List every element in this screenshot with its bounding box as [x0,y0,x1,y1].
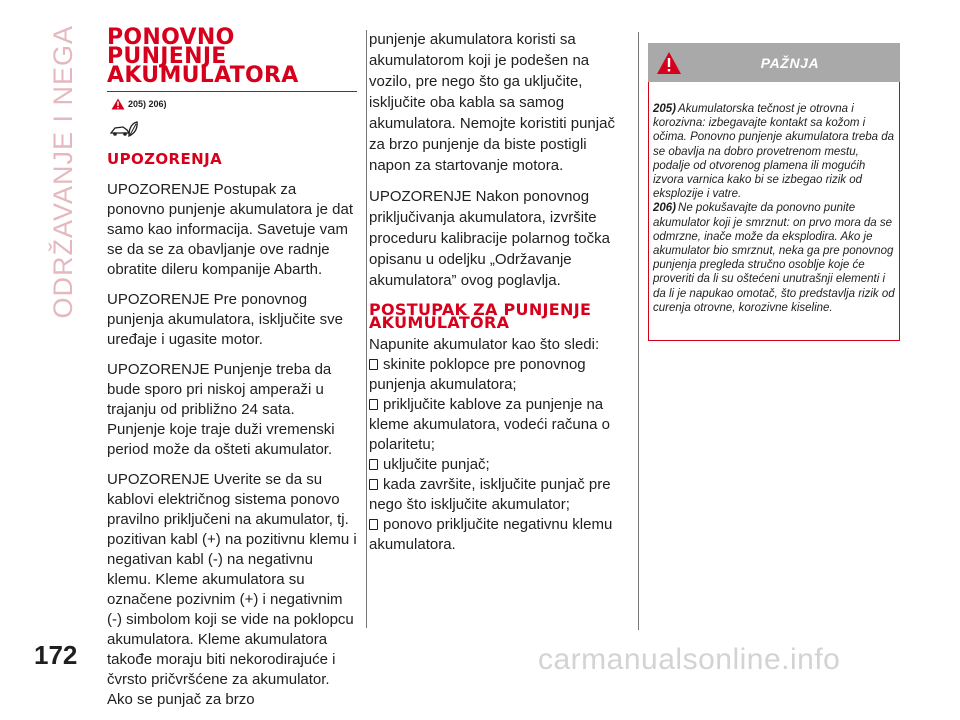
warning-heading: PAŽNJA [760,55,820,71]
bullet-box-icon [369,459,378,470]
paragraph: punjenje akumulatora koristi sa akumulatorom koji je podešen na vozilo, pre nego što ga uključite, isključite oba kabla sa samog akumulatora. Nemojte koristiti punjač za brzo punjenje da biste postigli napon za startovanje motora. [369,31,615,174]
warning-box [648,43,900,341]
list-item [369,455,631,475]
paragraph: UPOZORENJE Nakon ponovnog priključivanja akumulatora, izvršite proceduru kalibracije polarnog točka opisanu u odeljku „Održavanje akumulatora” ovog poglavlja. [369,188,610,289]
bullet-box-icon [369,399,378,410]
warning-refs-text: 205) 206) [128,99,167,109]
list-item [369,475,631,515]
step-text: ponovo priključite negativnu klemu akumulatora. [369,516,613,553]
list-item [369,355,631,395]
warning-header [648,43,900,82]
page-number: 172 [34,640,78,670]
list-item [369,395,631,455]
warning-number: 205) [653,103,677,115]
side-chapter-label: ODRŽAVANJE I NEGA [47,25,78,319]
paragraph: UPOZORENJE Uverite se da su kablovi električnog sistema ponovo pravilno priključeni na akumulator, tj. pozitivan kabl (+) na pozitivnu klemu i negativan kabl (-) na negativnu klemu. Kleme akumulatora su označene pozivnim (+) i negativnim (-) simbolom koji se vide na poklopcu akumulatora. Kleme akumulatora takođe moraju biti nekorodirajuće i čvrsto pričvršćene za akumulator. Ako se punjač za brzo [107,471,357,708]
bullet-box-icon [369,479,378,490]
warning-refs [111,98,357,110]
section-title: PONOVNO PUNJENJE AKUMULATORA [107,28,357,92]
subheading-warnings: UPOZORENJA [107,150,223,168]
procedure-steps [369,355,631,555]
procedure-title: POSTUPAK ZA PUNJENJE AKUMULATORA [369,300,592,332]
paragraph: UPOZORENJE Postupak za ponovno punjenje akumulatora je dat samo kao informacija. Savetuje vam se da se za obavljanje ove radnje obratite dileru kompanije Abarth. [107,181,354,278]
step-text: skinite poklopce pre ponovnog punjenja akumulatora; [369,356,586,393]
warning-item [653,201,897,315]
side-chapter-tab [46,25,80,615]
warning-item [653,102,897,201]
warning-body [653,102,897,315]
step-text: priključite kablove za punjenje na kleme akumulatora, vodeći računa o polaritetu; [369,396,610,453]
paragraph: UPOZORENJE Pre ponovnog punjenja akumulatora, isključite sve uređaje i ugasite motor. [107,291,343,348]
bullet-box-icon [369,359,378,370]
leaf-car-eco-icon [109,120,139,140]
watermark: carmanualsonline.info [538,643,841,676]
warning-number: 206) [653,202,677,215]
left-column [107,25,357,720]
column-divider-right [638,32,639,630]
warning-text: Ne pokušavajte da ponovno punite akumulator koji je smrznut: on prvo mora da se odmrzne, inače može da eksplodira. Ako je akumulator bio smrznut, neka ga pre ponovnog punjenja pregleda stručno osoblje koje će proveriti da li su oštećeni unutrašnji elementi i da li je napukao omotač, što predstavlja rizik od curenja otrovne, korozivne kiseline. [653,202,895,314]
bullet-box-icon [369,519,378,530]
warning-triangle-icon [111,98,125,110]
procedure-intro: Napunite akumulator kao što sledi: [369,336,600,353]
paragraph: UPOZORENJE Punjenje treba da bude sporo pri niskoj amperaži u trajanju od približno 24 sata. Punjenje koje traje duži vremenski period može da ošteti akumulator. [107,361,335,458]
list-item [369,515,631,555]
middle-column [369,29,631,555]
step-text: uključite punjač; [383,456,490,473]
step-text: kada završite, isključite punjač pre nego što isključite akumulator; [369,476,611,513]
warning-text: Akumulatorska tečnost je otrovna i korozivna: izbegavajte kontakt sa kožom i očima. Ponovno punjenje akumulatora treba da se obavlja na dobro provetrenom mestu, podalje od otvorenog plamena ili mogućih izvora varnica kako bi se izbegao rizik od eksplozije i vatre. [653,103,895,201]
column-divider-left [366,30,367,628]
